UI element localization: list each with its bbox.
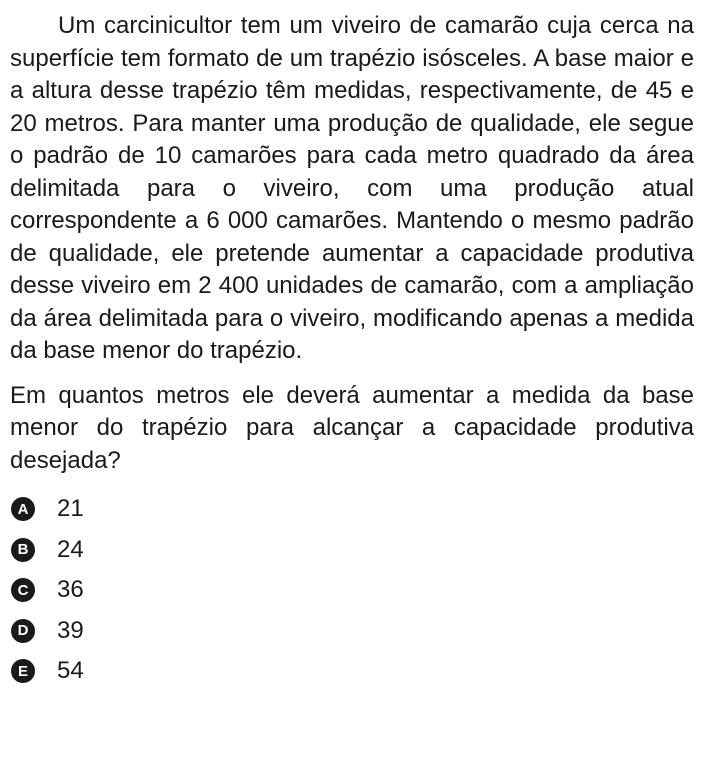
option-value-a: 21 xyxy=(57,495,84,523)
option-d[interactable] xyxy=(10,611,694,652)
option-value-c: 36 xyxy=(57,576,84,604)
option-letter-d-icon: D xyxy=(11,619,35,643)
option-value-e: 54 xyxy=(57,657,84,685)
question-prompt: Em quantos metros ele deverá aumentar a medida da base menor do trapézio para alcançar a capacidade produtiva desejada? xyxy=(10,381,694,474)
question-block xyxy=(10,10,694,692)
option-value-b: 24 xyxy=(57,535,84,563)
option-a[interactable] xyxy=(10,489,694,530)
problem-statement: Um carcinicultor tem um viveiro de camarão cuja cerca na superfície tem formato de um trapézio isósceles. A base maior e a altura desse trapézio têm medidas, respectivamente, de 45 e 20 metros. Para manter uma produção de qualidade, ele segue o padrão de 10 camarões para cada metro quadrado da área delimitada para o viveiro, com uma produção atual correspondente a 6 000 camarões. Mantendo o mesmo padrão de qualidade, ele pretende aumentar a capacidade produtiva desse viveiro em 2 400 unidades de camarão, com a ampliação da área delimitada para o viveiro, modificando apenas a medida da base menor do trapézio. xyxy=(10,12,694,364)
answer-options xyxy=(10,489,694,692)
option-c[interactable] xyxy=(10,570,694,611)
option-value-d: 39 xyxy=(57,616,84,644)
option-letter-b-icon: B xyxy=(11,538,35,562)
option-b[interactable] xyxy=(10,530,694,571)
option-letter-e-icon: E xyxy=(11,659,35,683)
option-letter-a-icon: A xyxy=(11,497,35,521)
option-e[interactable] xyxy=(10,651,694,692)
option-letter-c-icon: C xyxy=(11,578,35,602)
